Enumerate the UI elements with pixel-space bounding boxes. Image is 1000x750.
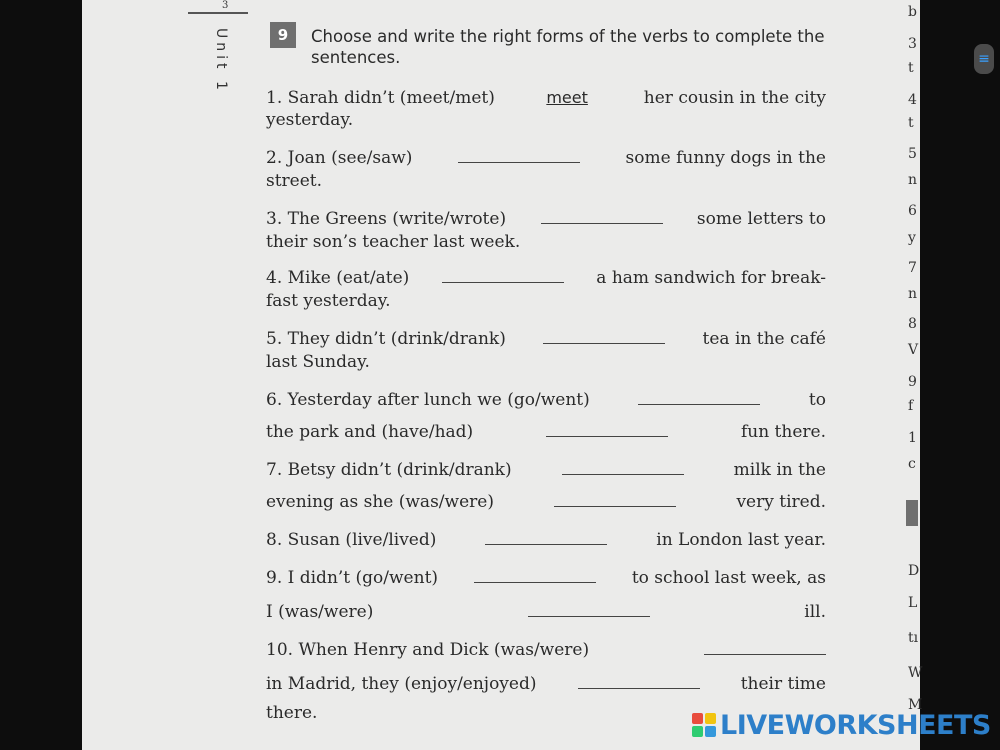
sentence-9-line-1 — [266, 568, 826, 588]
answer-blank[interactable] — [578, 674, 700, 689]
answer-blank[interactable] — [541, 209, 663, 224]
sentence-8-line-1 — [266, 530, 826, 550]
answer-blank[interactable] — [485, 530, 607, 545]
answer-blank[interactable] — [704, 640, 826, 655]
right-page-fragment: 8 — [908, 316, 917, 332]
sentence-text: very tired. — [736, 492, 826, 512]
answer-blank[interactable] — [474, 568, 596, 583]
logo-mark-square — [692, 726, 703, 737]
right-page-fragment: V — [908, 342, 919, 358]
sentence-text: tea in the café — [702, 329, 826, 349]
liveworksheets-logo — [692, 708, 991, 742]
sentence-5-line-1 — [266, 329, 826, 349]
sentence-text: to school last week, as — [631, 568, 826, 588]
sentence-text: some funny dogs in the — [625, 148, 826, 168]
right-page-fragment: c — [908, 456, 916, 472]
right-page-edge — [906, 0, 923, 750]
worksheet-page — [82, 0, 918, 750]
right-page-fragment: 9 — [908, 374, 917, 390]
sentence-text: a ham sandwich for break- — [596, 268, 826, 288]
right-page-fragment: 1 — [908, 430, 917, 446]
sentence-text: I (was/were) — [266, 602, 374, 622]
sentence-10-line-1 — [266, 640, 826, 660]
sentence-text: ill. — [804, 602, 826, 622]
right-page-fragment: n — [908, 172, 918, 188]
sentence-3-line-1 — [266, 209, 826, 229]
sentence-text: fast yesterday. — [266, 291, 391, 311]
sentence-text: street. — [266, 171, 323, 191]
sentence-text: to — [808, 390, 826, 410]
sentence-text: yesterday. — [266, 110, 354, 130]
menu-button[interactable] — [974, 44, 994, 74]
right-page-fragment: W — [908, 665, 923, 681]
logo-text: LIVEWORKSHEETS — [720, 709, 991, 741]
sentence-text: in Madrid, they (enjoy/enjoyed) — [266, 674, 537, 694]
logo-mark-square — [705, 726, 716, 737]
sentence-text: 8. Susan (live/lived) — [266, 530, 437, 550]
answer-blank[interactable] — [543, 329, 665, 344]
sentence-text: 6. Yesterday after lunch we (go/went) — [266, 390, 590, 410]
right-page-fragment: t — [908, 60, 914, 76]
answer-blank[interactable] — [458, 148, 580, 163]
hamburger-menu-icon: ≡ — [978, 51, 990, 67]
exercise-number-badge: 9 — [270, 22, 296, 48]
sentence-1-line-1 — [266, 88, 826, 108]
sentence-6-line-1 — [266, 390, 826, 410]
sentence-text: last Sunday. — [266, 352, 370, 372]
answer-blank[interactable] — [528, 602, 650, 617]
right-page-fragment: 3 — [908, 36, 917, 52]
exercise-instruction: Choose and write the right forms of the verbs to complete the sentences. — [311, 27, 825, 67]
sentence-4-line-2 — [266, 291, 826, 311]
sentence-10-line-2 — [266, 674, 826, 694]
sentence-text: 9. I didn’t (go/went) — [266, 568, 439, 588]
sentence-text: some letters to — [696, 209, 826, 229]
sentence-text: 4. Mike (eat/ate) — [266, 268, 410, 288]
unit-label: Unit 1 — [213, 28, 229, 94]
right-page-fragment: n — [908, 286, 918, 302]
answer-blank[interactable] — [546, 422, 668, 437]
right-page-fragment: b — [908, 4, 917, 20]
sentence-6-line-2 — [266, 422, 826, 442]
logo-mark-icon — [692, 713, 716, 737]
sentence-5-line-2 — [266, 352, 826, 372]
sentence-text: their time — [740, 674, 826, 694]
sentence-text: evening as she (was/were) — [266, 492, 494, 512]
sentence-2-line-1 — [266, 148, 826, 168]
right-page-fragment: 5 — [908, 146, 917, 162]
logo-mark-square — [705, 713, 716, 724]
sentence-text: her cousin in the city — [643, 88, 826, 108]
answer-blank[interactable] — [638, 390, 760, 405]
sentence-text: 3. The Greens (write/wrote) — [266, 209, 507, 229]
right-page-badge — [906, 500, 918, 526]
right-page-fragment: 7 — [908, 260, 917, 276]
gutter-page-fragment: 3 — [222, 0, 229, 11]
right-page-fragment: 6 — [908, 203, 917, 219]
sentence-text: 5. They didn’t (drink/drank) — [266, 329, 506, 349]
answer-blank[interactable] — [442, 268, 564, 283]
sentence-text: 2. Joan (see/saw) — [266, 148, 413, 168]
gutter-divider — [188, 12, 248, 14]
sentence-text: milk in the — [733, 460, 826, 480]
right-page-fragment: D — [908, 563, 920, 579]
right-page-fragment: y — [908, 230, 916, 246]
sentence-2-line-2 — [266, 171, 826, 191]
sentence-text: 7. Betsy didn’t (drink/drank) — [266, 460, 512, 480]
answer-blank[interactable] — [562, 460, 684, 475]
answer-field[interactable]: meet — [546, 88, 588, 107]
right-page-fragment: tı — [908, 630, 919, 646]
sentence-text: 1. Sarah didn’t (meet/met) — [266, 88, 495, 108]
logo-mark-square — [692, 713, 703, 724]
sentence-7-line-1 — [266, 460, 826, 480]
right-page-fragment: f — [908, 398, 914, 414]
sentence-4-line-1 — [266, 268, 826, 288]
right-page-fragment: M — [908, 697, 923, 713]
sentence-9-line-2 — [266, 602, 826, 622]
sentence-text: there. — [266, 703, 318, 723]
answer-blank[interactable] — [554, 492, 676, 507]
sentence-text: in London last year. — [656, 530, 826, 550]
right-page-fragment: L — [908, 595, 918, 611]
right-page-fragment: t — [908, 115, 914, 131]
sentence-text: their son’s teacher last week. — [266, 232, 521, 252]
sentence-1-line-2 — [266, 110, 826, 130]
sentence-3-line-2 — [266, 232, 826, 252]
sentence-text: 10. When Henry and Dick (was/were) — [266, 640, 590, 660]
sentence-text: fun there. — [740, 422, 826, 442]
sentence-7-line-2 — [266, 492, 826, 512]
sentence-text: the park and (have/had) — [266, 422, 474, 442]
right-page-fragment: 4 — [908, 92, 917, 108]
